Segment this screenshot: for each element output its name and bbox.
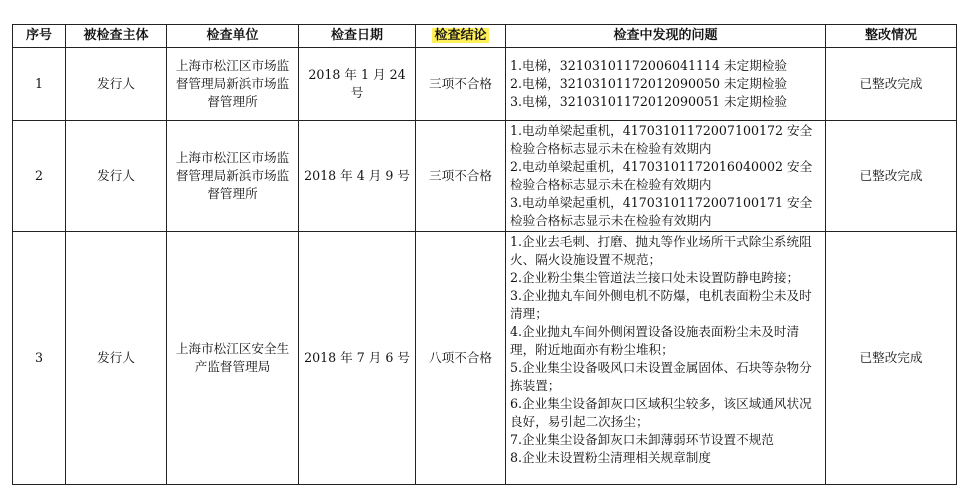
issue-item: 1.电动单梁起重机，41703101172007100172 安全检验合格标志显示未在检验有效期内: [510, 123, 813, 156]
cell-issues: [506, 48, 826, 121]
cell-conclusion: 三项不合格: [416, 121, 506, 232]
cell-date: 2018 年 4 月 9 号: [299, 121, 416, 232]
issue-item: 7.企业集尘设备卸灰口未卸薄弱环节设置不规范: [510, 432, 774, 447]
table-row: [13, 232, 957, 485]
cell-rectification: 已整改完成: [826, 232, 957, 485]
issue-item: 3.电梯，32103101172012090051 未定期检验: [510, 94, 788, 109]
inspection-table: [12, 24, 957, 485]
issue-item: 6.企业集尘设备卸灰口区域积尘较多，该区域通风状况良好，易引起二次扬尘；: [510, 396, 812, 429]
cell-subject: 发行人: [66, 121, 167, 232]
table-row: [13, 121, 957, 232]
cell-issues: [506, 121, 826, 232]
issue-item: 2.企业粉尘集尘管道法兰接口处未设置防静电跨接；: [510, 270, 800, 285]
header-date: 检查日期: [299, 25, 416, 48]
cell-date: 2018 年 7 月 6 号: [299, 232, 416, 485]
cell-subject: 发行人: [66, 232, 167, 485]
table-row: [13, 48, 957, 121]
issue-item: 3.企业抛丸车间外侧电机不防爆，电机表面粉尘未及时清理；: [510, 288, 812, 321]
issue-item: 5.企业集尘设备吸风口未设置金属固体、石块等杂物分拣装置；: [510, 360, 812, 393]
cell-unit: 上海市松江区市场监督管理局新浜市场监督管理所: [167, 121, 299, 232]
header-rectification: 整改情况: [826, 25, 957, 48]
issue-item: 2.电梯，32103101172012090050 未定期检验: [510, 76, 788, 91]
cell-rectification: 已整改完成: [826, 121, 957, 232]
header-issues: 检查中发现的问题: [506, 25, 826, 48]
issue-item: 1.企业去毛刺、打磨、抛丸等作业场所干式除尘系统阻火、隔火设施设置不规范；: [510, 234, 812, 267]
cell-unit: 上海市松江区市场监督管理局新浜市场监督管理所: [167, 48, 299, 121]
cell-no: 1: [13, 48, 66, 121]
header-no: 序号: [13, 25, 66, 48]
issue-item: 8.企业未设置粉尘清理相关规章制度: [510, 450, 711, 465]
header-conclusion-highlight: 检查结论: [434, 28, 487, 43]
cell-conclusion: 三项不合格: [416, 48, 506, 121]
issue-item: 3.电动单梁起重机，41703101172007100171 安全检验合格标志显示未在检验有效期内: [510, 195, 813, 228]
cell-unit: 上海市松江区安全生产监督管理局: [167, 232, 299, 485]
issue-item: 2.电动单梁起重机，41703101172016040002 安全检验合格标志显示未在检验有效期内: [510, 159, 813, 192]
table-header-row: [13, 25, 957, 48]
cell-conclusion: 八项不合格: [416, 232, 506, 485]
cell-no: 2: [13, 121, 66, 232]
header-unit: 检查单位: [167, 25, 299, 48]
cell-date: 2018 年 1 月 24 号: [299, 48, 416, 121]
issue-item: 1.电梯，32103101172006041114 未定期检验: [510, 58, 788, 73]
cell-subject: 发行人: [66, 48, 167, 121]
cell-rectification: 已整改完成: [826, 48, 957, 121]
issue-item: 4.企业抛丸车间外侧闲置设备设施表面粉尘未及时清理，附近地面亦有粉尘堆积；: [510, 324, 800, 357]
cell-no: 3: [13, 232, 66, 485]
cell-issues: [506, 232, 826, 485]
header-conclusion: [416, 25, 506, 48]
header-subject: 被检查主体: [66, 25, 167, 48]
